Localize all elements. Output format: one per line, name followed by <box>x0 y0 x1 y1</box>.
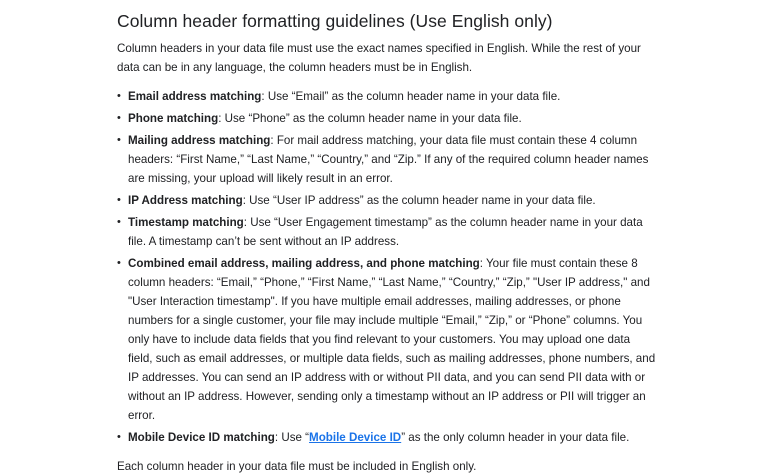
bullet-icon: • <box>117 257 121 269</box>
list-item-combined <box>117 254 657 425</box>
list-item-timestamp <box>117 213 657 251</box>
item-text: : Use “Phone” as the column header name in your data file. <box>218 112 522 125</box>
list-item-phone <box>117 109 657 128</box>
list-item-mobile <box>117 428 657 447</box>
item-heading: Mailing address matching <box>128 134 271 147</box>
bullet-icon: • <box>117 90 121 102</box>
item-heading: Combined email address, mailing address, and phone matching <box>128 257 480 270</box>
bullet-icon: • <box>117 134 121 146</box>
article-content <box>117 9 657 476</box>
item-text-before: : Use “ <box>274 431 310 444</box>
list-item-ip <box>117 191 657 210</box>
item-heading: Timestamp matching <box>128 216 244 229</box>
item-text: : Use “User Engagement timestamp” as the column header name in your data file. A timestamp can’t be sent without an IP address. <box>128 216 643 248</box>
item-text-after: ” as the only column header in your data file. <box>401 431 630 444</box>
item-text: : For mail address matching, your data file must contain these 4 column headers: “First Name,” “Last Name,” “Country,” and “Zip.” If any of the required column header names are missing, your upload will likely result in an error. <box>128 134 649 185</box>
item-heading: Phone matching <box>128 112 219 125</box>
intro-paragraph: Column headers in your data file must use the exact names specified in English. While the rest of your data can be in any language, the column headers must be in English. <box>117 42 641 74</box>
list-item-email <box>117 87 657 106</box>
item-heading: Mobile Device ID matching <box>128 431 275 444</box>
guidelines-list <box>117 87 657 447</box>
bullet-icon: • <box>117 216 121 228</box>
bullet-icon: • <box>117 431 121 443</box>
bullet-icon: • <box>117 112 121 124</box>
item-text: : Your file must contain these 8 column headers: “Email,” “Phone,” “First Name,” “Last Name,” “Country,” “Zip,” "User IP address," and "User Interaction timestamp". If you have multiple email addresses, mailing addresses, or phone numbers for a single customer, your file may include multiple “Email,” “Zip,” or “Phone” columns. You only have to include data fields that you find relevant to your customers. You may upload one data field, such as email addresses, or multiple data fields, such as mailing addresses, phone numbers, and IP addresses. You can send an IP address with or without PII data, and you can send PII data with or without an IP address. However, sending only a timestamp without an IP address or PII will trigger an error. <box>128 257 656 422</box>
item-heading: Email address matching <box>128 90 262 103</box>
item-text: : Use “User IP address” as the column header name in your data file. <box>242 194 596 207</box>
item-heading: IP Address matching <box>128 194 243 207</box>
page-title: Column header formatting guidelines (Use English only) <box>117 11 553 31</box>
footer-note: Each column header in your data file must be included in English only. <box>117 460 477 473</box>
bullet-icon: • <box>117 194 121 206</box>
item-text: : Use “Email” as the column header name in your data file. <box>261 90 561 103</box>
mobile-device-id-link[interactable]: Mobile Device ID <box>309 431 402 444</box>
list-item-mailing <box>117 131 657 188</box>
